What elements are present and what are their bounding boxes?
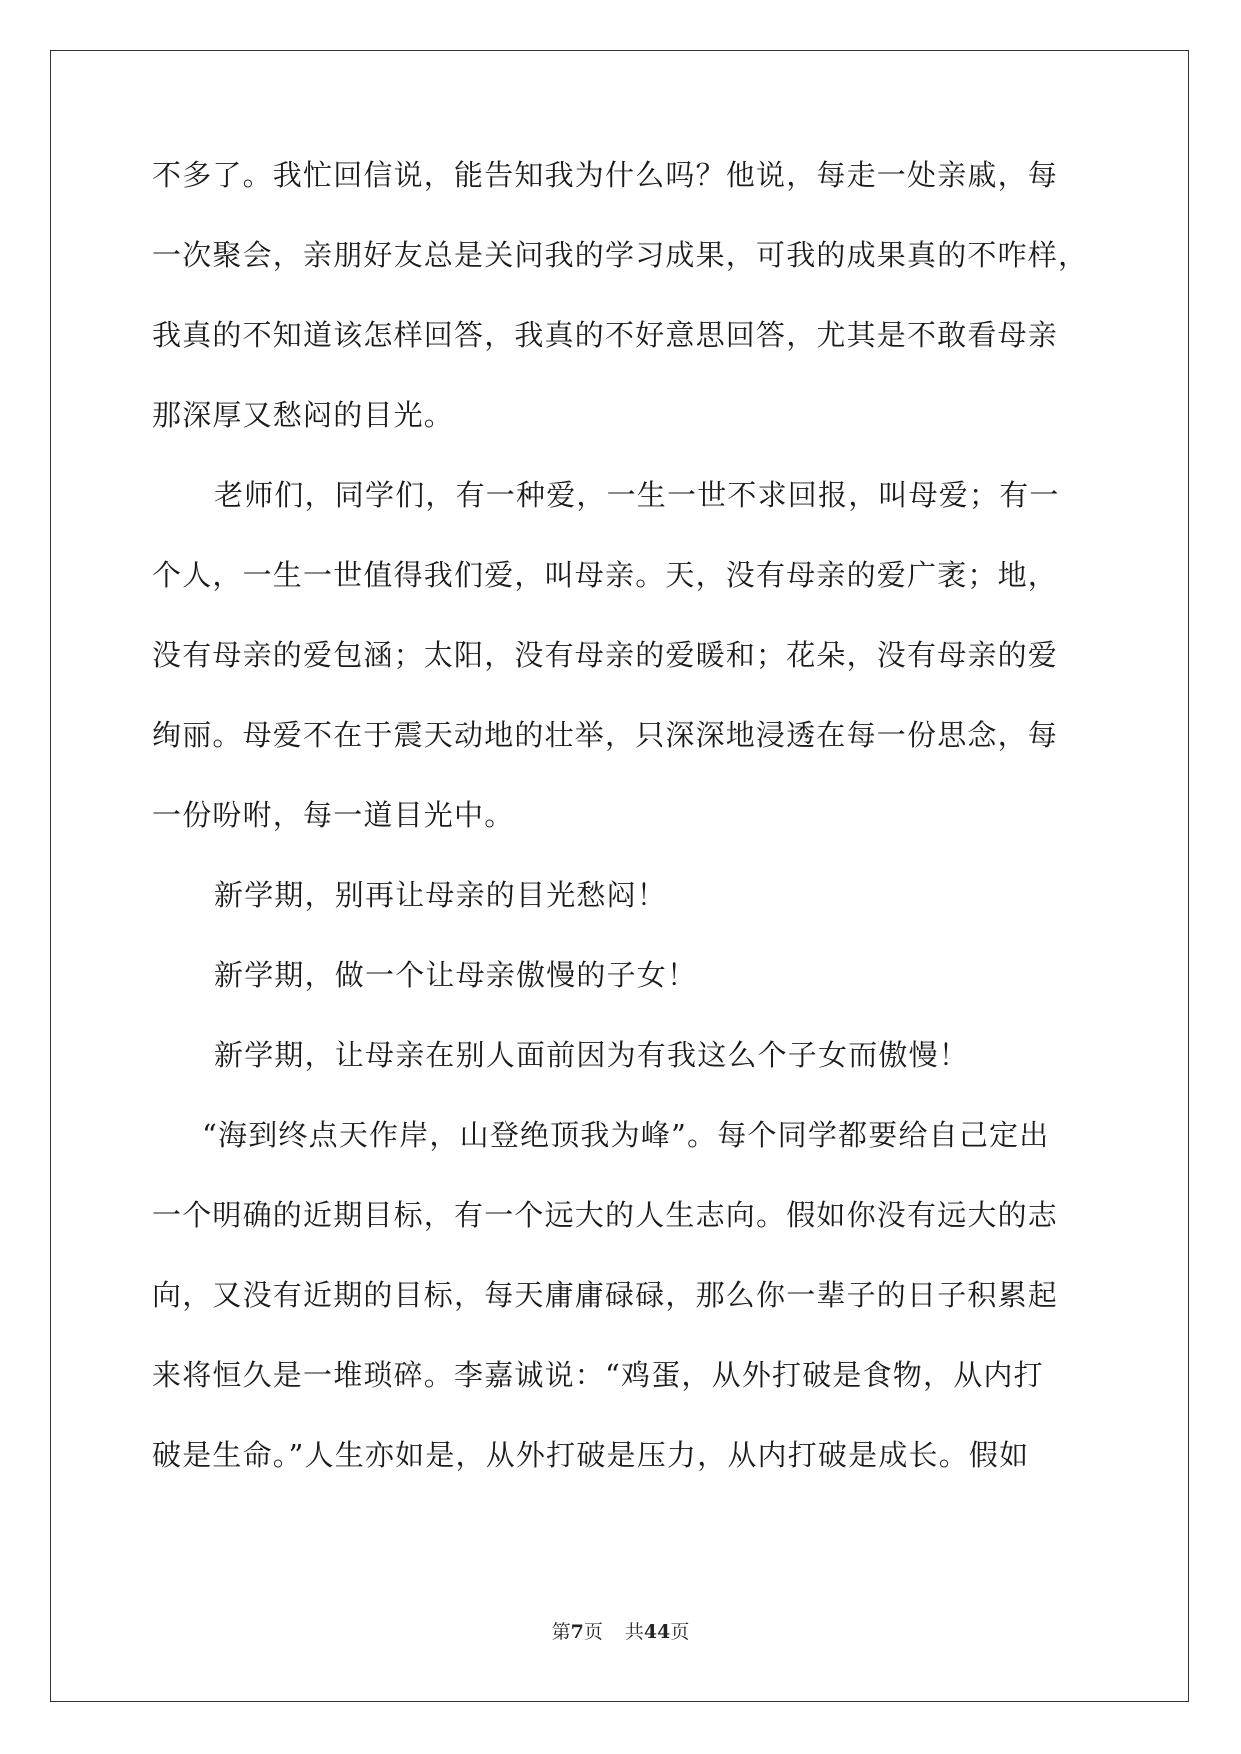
- text-line: 不多了。我忙回信说，能告知我为什么吗？他说，每走一处亲戚，每: [152, 158, 1059, 192]
- page-footer: [0, 1620, 1241, 1644]
- text-line: 破是生命。”人生亦如是，从外打破是压力，从内打破是成长。假如: [152, 1438, 1030, 1472]
- page-number: 7: [570, 1621, 584, 1643]
- text-line: 新学期，做一个让母亲傲慢的子女！: [214, 958, 698, 992]
- document-body: [152, 160, 1092, 1520]
- text-line: 老师们，同学们，有一种爱，一生一世不求回报，叫母爱；有一: [214, 478, 1060, 512]
- page-prefix: 第: [551, 1621, 571, 1643]
- text-line: 新学期，别再让母亲的目光愁闷！: [214, 878, 668, 912]
- text-line: 来将恒久是一堆琐碎。李嘉诚说：“鸡蛋，从外打破是食物，从内打: [152, 1358, 1044, 1392]
- text-line: “海到终点天作岸，山登绝顶我为峰”。每个同学都要给自己定出: [202, 1118, 1050, 1152]
- text-line: 新学期，让母亲在别人面前因为有我这么个子女而傲慢！: [214, 1038, 970, 1072]
- text-line: 没有母亲的爱包涵；太阳，没有母亲的爱暖和；花朵，没有母亲的爱: [152, 638, 1059, 672]
- text-line: 向，又没有近期的目标，每天庸庸碌碌，那么你一辈子的日子积累起: [152, 1278, 1059, 1312]
- text-line: 那深厚又愁闷的目光。: [152, 398, 455, 432]
- total-pages: 44: [643, 1621, 671, 1643]
- text-line: 一次聚会，亲朋好友总是关问我的学习成果，可我的成果真的不咋样，: [152, 238, 1089, 272]
- text-line: 绚丽。母爱不在于震天动地的壮举，只深深地浸透在每一份思念，每: [152, 718, 1059, 752]
- page-suffix: 页: [583, 1621, 603, 1643]
- text-line: 我真的不知道该怎样回答，我真的不好意思回答，尤其是不敢看母亲: [152, 318, 1059, 352]
- text-line: 一个明确的近期目标，有一个远大的人生志向。假如你没有远大的志: [152, 1198, 1059, 1232]
- text-line: 个人，一生一世值得我们爱，叫母亲。天，没有母亲的爱广袤；地，: [152, 558, 1059, 592]
- text-line: 一份吩咐，每一道目光中。: [152, 798, 515, 832]
- total-suffix: 页: [670, 1621, 690, 1643]
- total-prefix: 共: [624, 1621, 644, 1643]
